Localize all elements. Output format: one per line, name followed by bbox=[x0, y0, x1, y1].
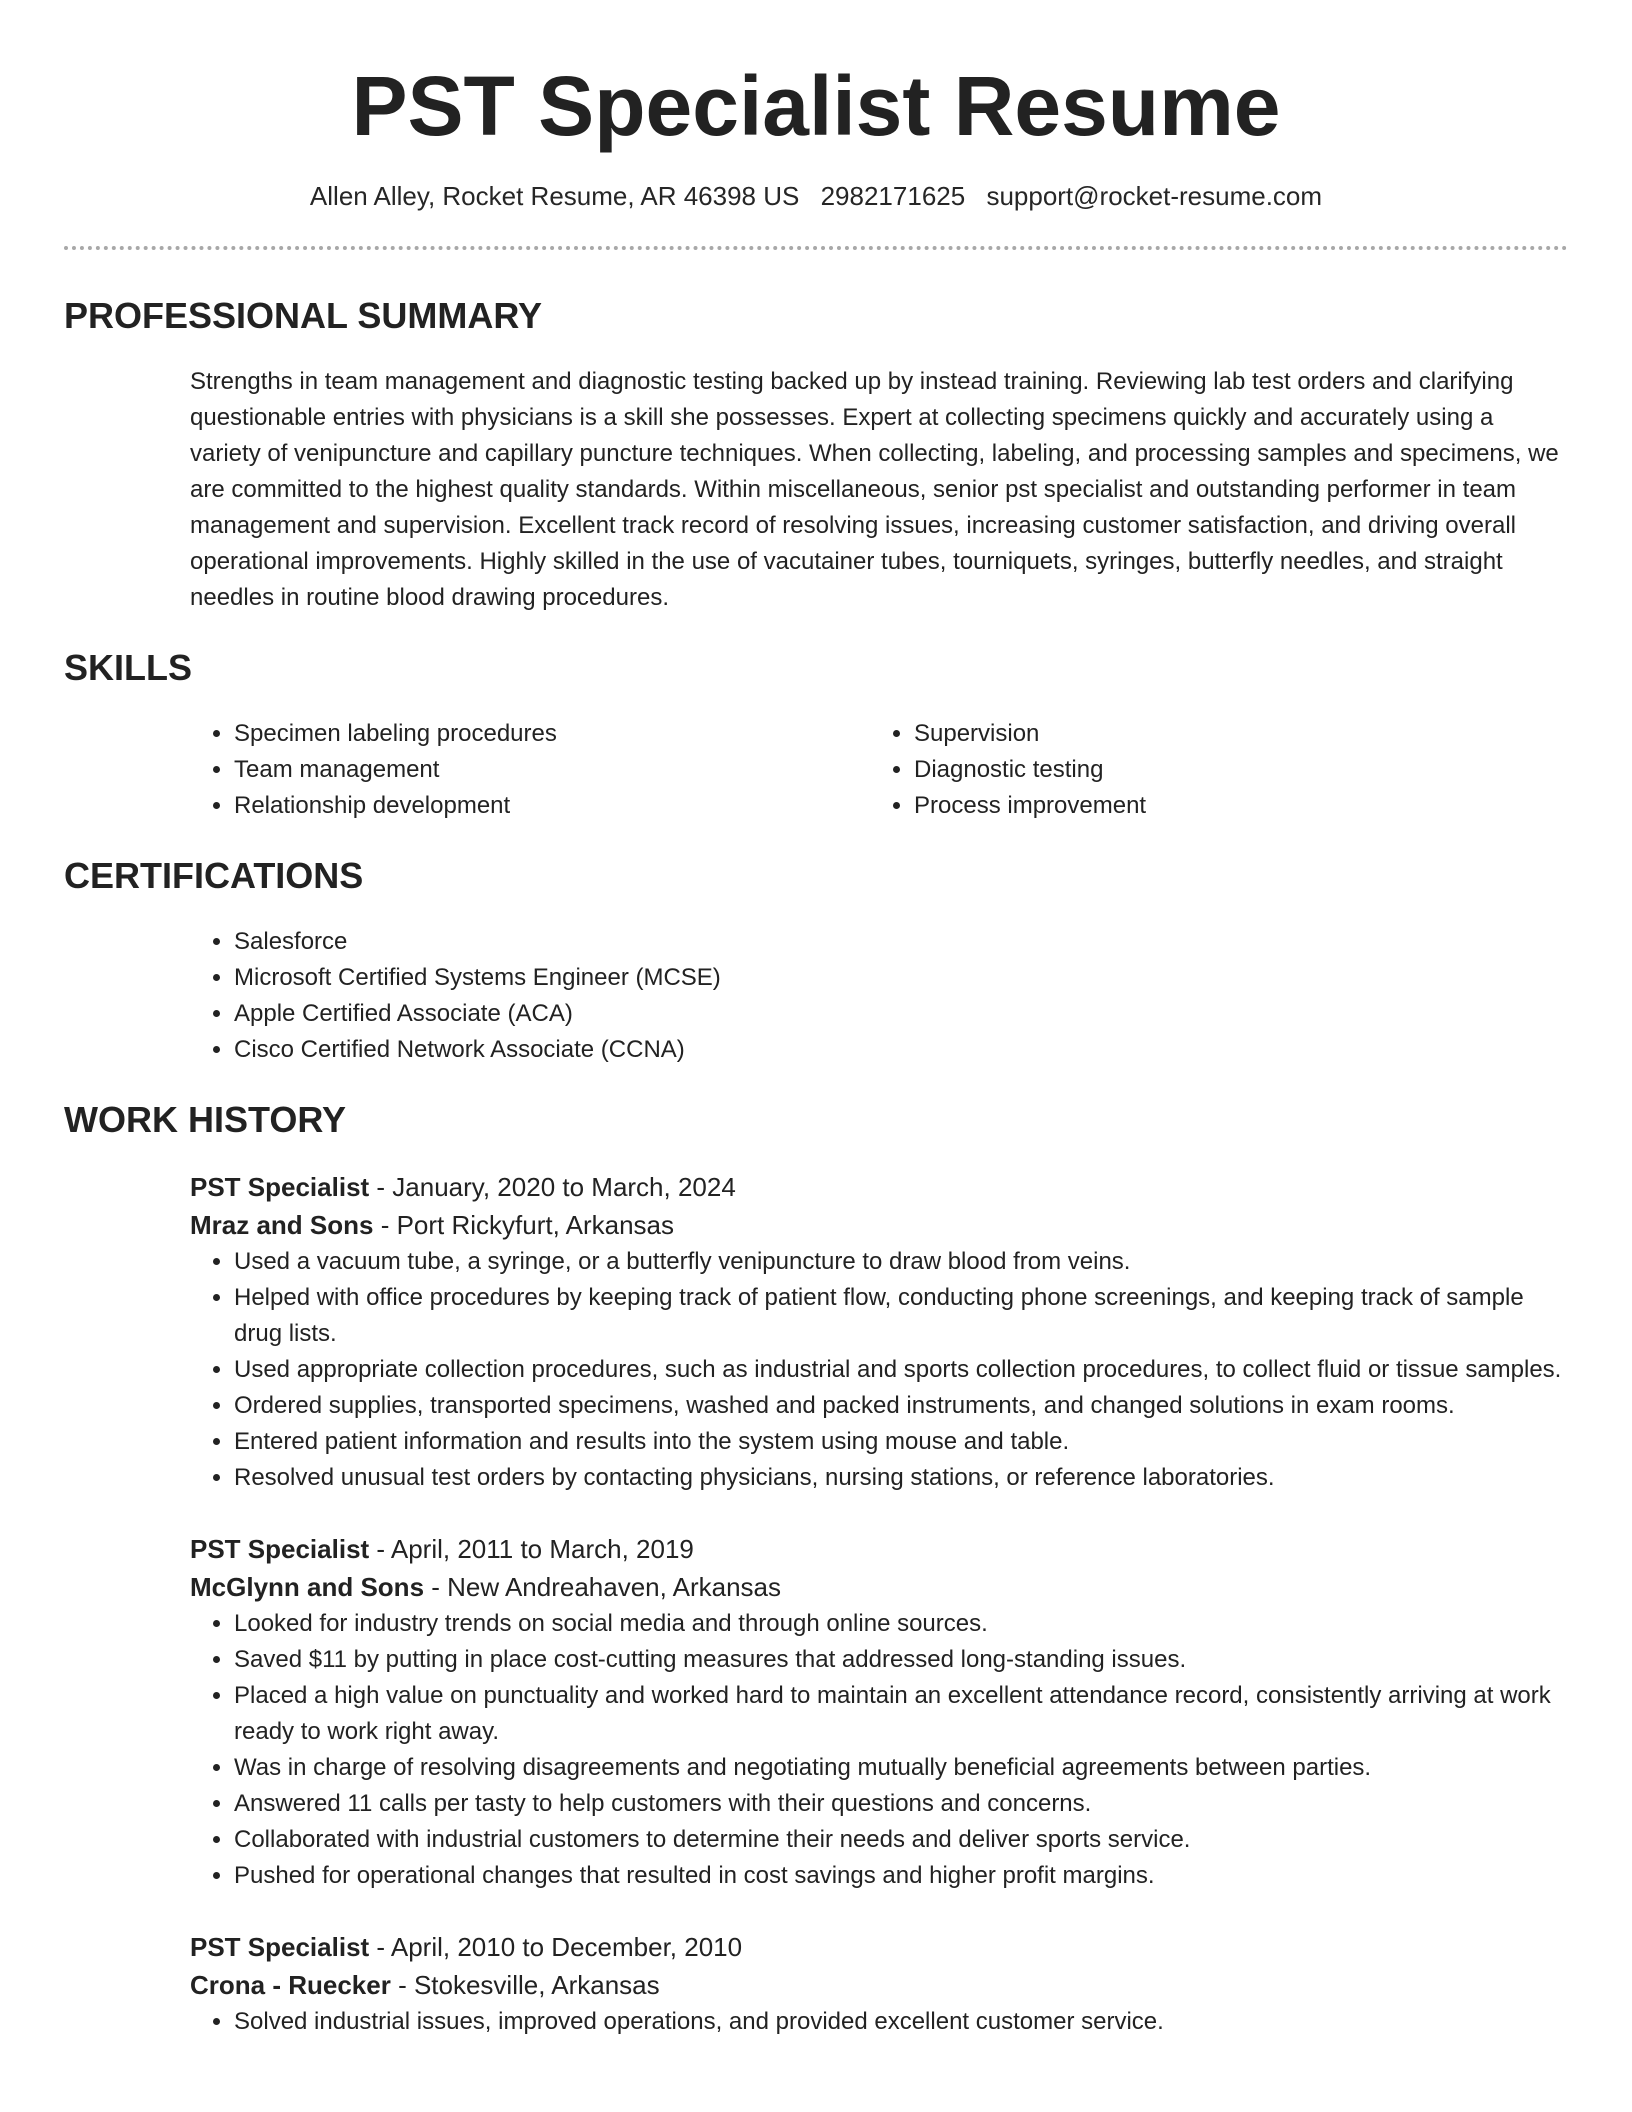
job-role: PST Specialist bbox=[190, 1172, 370, 1202]
job-duty: • Used appropriate collection procedures, such as industrial and sports collection procedures, to collect fluid or tissue samples. bbox=[234, 1352, 1568, 1388]
job-dates: - April, 2010 to December, 2010 bbox=[369, 1932, 743, 1962]
job-company-line bbox=[190, 1206, 1568, 1244]
job-entry bbox=[190, 1928, 1568, 2040]
skills-list-right bbox=[870, 716, 1550, 824]
certifications-heading: CERTIFICATIONS bbox=[64, 855, 364, 896]
job-duties-list bbox=[190, 1606, 1568, 1894]
skill-item: • Team management bbox=[234, 752, 870, 788]
job-duty: • Placed a high value on punctuality and worked hard to maintain an excellent attendance record, consistently arriving at work ready to work right away. bbox=[234, 1678, 1568, 1750]
summary-heading: PROFESSIONAL SUMMARY bbox=[64, 295, 543, 336]
job-duties-list bbox=[190, 1244, 1568, 1496]
skills-grid bbox=[190, 716, 1568, 824]
job-duties-list bbox=[190, 2004, 1568, 2040]
job-role-line bbox=[190, 1928, 1568, 1966]
job-location: - Stokesville, Arkansas bbox=[390, 1970, 660, 2000]
job-company-line bbox=[190, 1568, 1568, 1606]
job-duty: • Resolved unusual test orders by contacting physicians, nursing stations, or reference laboratories. bbox=[234, 1460, 1568, 1496]
job-duty: • Helped with office procedures by keeping track of patient flow, conducting phone screenings, and keeping track of sample drug lists. bbox=[234, 1280, 1568, 1352]
job-duty: • Solved industrial issues, improved operations, and provided excellent customer service. bbox=[234, 2004, 1568, 2040]
job-location: - Port Rickyfurt, Arkansas bbox=[373, 1210, 675, 1240]
contact-line bbox=[64, 178, 1568, 214]
contact-phone: 2982171625 bbox=[820, 181, 966, 211]
certifications-section bbox=[190, 924, 1568, 1068]
skill-item: • Relationship development bbox=[234, 788, 870, 824]
job-entry bbox=[190, 1530, 1568, 1894]
job-company: Crona - Ruecker bbox=[190, 1970, 391, 2000]
job-role-line bbox=[190, 1530, 1568, 1568]
job-dates: - January, 2020 to March, 2024 bbox=[369, 1172, 736, 1202]
job-duty: • Saved $11 by putting in place cost-cutting measures that addressed long-standing issues. bbox=[234, 1642, 1568, 1678]
job-duty: • Used a vacuum tube, a syringe, or a butterfly venipuncture to draw blood from veins. bbox=[234, 1244, 1568, 1280]
certification-item: • Microsoft Certified Systems Engineer (MCSE) bbox=[234, 960, 1568, 996]
job-duty: • Was in charge of resolving disagreements and negotiating mutually beneficial agreements between parties. bbox=[234, 1750, 1568, 1786]
contact-email: support@rocket-resume.com bbox=[986, 181, 1323, 211]
skill-item: • Process improvement bbox=[914, 788, 1550, 824]
certification-item: • Apple Certified Associate (ACA) bbox=[234, 996, 1568, 1032]
skills-column-right bbox=[870, 716, 1550, 824]
job-duty: • Ordered supplies, transported specimens, washed and packed instruments, and changed solutions in exam rooms. bbox=[234, 1388, 1568, 1424]
certification-item: • Salesforce bbox=[234, 924, 1568, 960]
job-duty: • Looked for industry trends on social media and through online sources. bbox=[234, 1606, 1568, 1642]
skills-list-left bbox=[190, 716, 870, 824]
job-company-line bbox=[190, 1966, 1568, 2004]
skills-heading: SKILLS bbox=[64, 647, 193, 688]
job-entry bbox=[190, 1168, 1568, 1496]
header-divider bbox=[64, 246, 1568, 250]
skill-item: • Diagnostic testing bbox=[914, 752, 1550, 788]
job-company: McGlynn and Sons bbox=[190, 1572, 425, 1602]
job-role: PST Specialist bbox=[190, 1534, 370, 1564]
summary-text: Strengths in team management and diagnostic testing backed up by instead training. Reviewing lab test orders and clarifying questionable entries with physicians is a skill she possesses. Expert at collecting specimens quickly and accurately using a variety of venipuncture and capillary puncture techniques. When collecting, labeling, and processing samples and specimens, we are committed to the highest quality standards. Within miscellaneous, senior pst specialist and outstanding performer in team management and supervision. Excellent track record of resolving issues, increasing customer satisfaction, and driving overall operational improvements. Highly skilled in the use of vacutainer tubes, tourniquets, syringes, butterfly needles, and straight needles in routine blood drawing procedures. bbox=[190, 368, 1559, 611]
skills-column-left bbox=[190, 716, 870, 824]
certifications-list bbox=[190, 924, 1568, 1068]
job-duty: • Entered patient information and results into the system using mouse and table. bbox=[234, 1424, 1568, 1460]
job-role-line bbox=[190, 1168, 1568, 1206]
resume-page bbox=[64, 0, 1568, 2040]
skill-item: • Specimen labeling procedures bbox=[234, 716, 870, 752]
job-duty: • Pushed for operational changes that resulted in cost savings and higher profit margins. bbox=[234, 1858, 1568, 1894]
job-location: - New Andreahaven, Arkansas bbox=[424, 1572, 782, 1602]
job-duty: • Answered 11 calls per tasty to help customers with their questions and concerns. bbox=[234, 1786, 1568, 1822]
work-history-heading: WORK HISTORY bbox=[64, 1099, 347, 1140]
job-dates: - April, 2011 to March, 2019 bbox=[369, 1534, 694, 1564]
contact-address: Allen Alley, Rocket Resume, AR 46398 US bbox=[309, 181, 800, 211]
job-company: Mraz and Sons bbox=[190, 1210, 374, 1240]
resume-title: PST Specialist Resume bbox=[351, 59, 1281, 153]
certification-item: • Cisco Certified Network Associate (CCNA) bbox=[234, 1032, 1568, 1068]
skill-item: • Supervision bbox=[914, 716, 1550, 752]
job-role: PST Specialist bbox=[190, 1932, 370, 1962]
job-duty: • Collaborated with industrial customers to determine their needs and deliver sports service. bbox=[234, 1822, 1568, 1858]
